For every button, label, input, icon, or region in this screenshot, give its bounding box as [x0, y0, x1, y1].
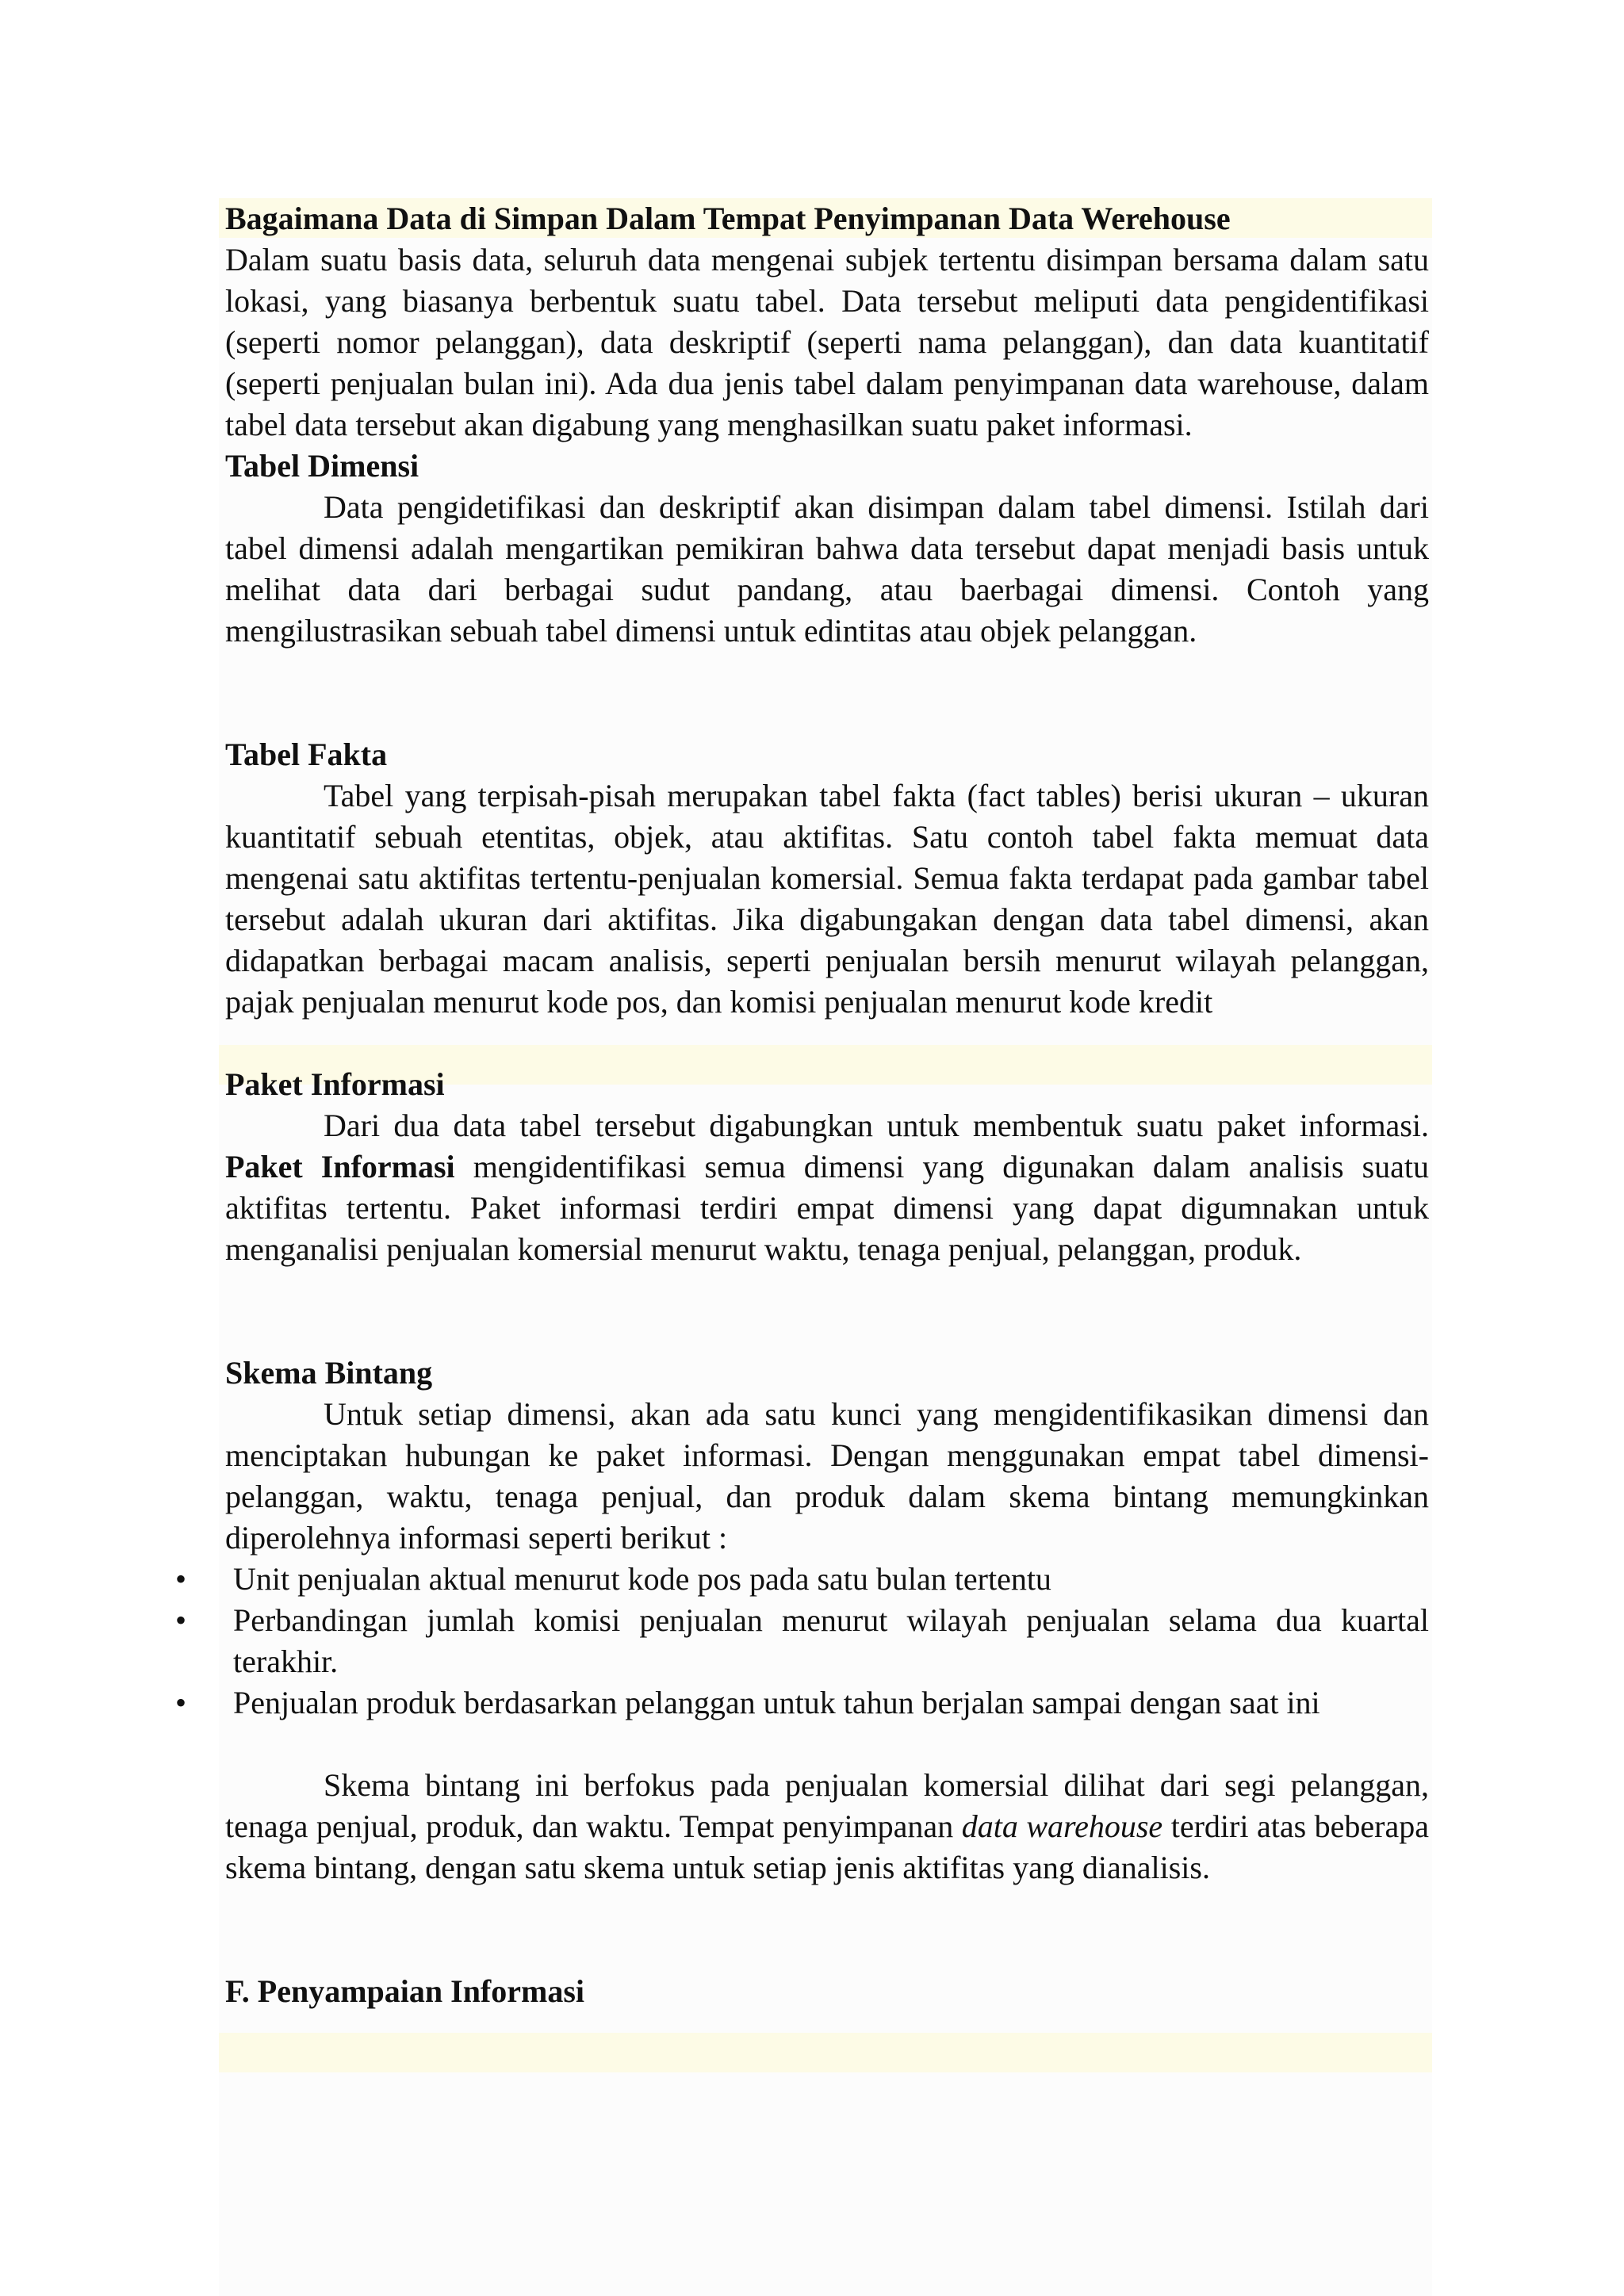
paragraph-penyimpanan: Dalam suatu basis data, seluruh data mengenai subjek tertentu disimpan bersama dalam satu lokasi, yang biasanya berbentuk suatu tabel. Data tersebut meliputi data pengidentifikasi (seperti nomor pelanggan), data deskriptif (seperti nama pelanggan), dan data kuantitatif (seperti penjualan bulan ini). Ada dua jenis tabel dalam penyimpanan data warehouse, dalam tabel data tersebut akan digabung yang menghasilkan suatu paket informasi. — [225, 242, 1429, 442]
paragraph-skema-bintang-closing — [225, 1765, 1429, 1888]
paket-informasi-bold-term: Paket Informasi — [225, 1149, 455, 1184]
paragraph-skema-bintang: Untuk setiap dimensi, akan ada satu kunci yang mengidentifikasikan dimensi dan menciptakan hubungan ke paket informasi. Dengan menggunakan empat tabel dimensi-pelanggan, waktu, tenaga penjual, dan produk dalam skema bintang memungkinkan diperolehnya informasi seperti berikut : — [225, 1396, 1429, 1556]
bullet-icon: • — [174, 1685, 186, 1720]
document-body — [174, 198, 1430, 2012]
closing-text-2: terdiri atas beberapa skema bintang, dengan satu skema untuk setiap jenis aktifitas yang dianalisis. — [225, 1808, 1430, 1885]
bullet-list — [174, 1559, 1429, 1724]
closing-italic-term: data warehouse — [961, 1808, 1163, 1844]
list-item-text: Penjualan produk berdasarkan pelanggan untuk tahun berjalan sampai dengan saat ini — [233, 1685, 1320, 1720]
section-heading-tabel-fakta: Tabel Fakta — [225, 737, 388, 772]
spacer — [225, 652, 1429, 734]
list-item — [174, 1682, 1429, 1724]
paragraph-tabel-dimensi: Data pengidetifikasi dan deskriptif akan disimpan dalam tabel dimensi. Istilah dari tabel dimensi adalah mengartikan pemikiran bahwa data tersebut dapat menjadi basis untuk melihat data dari berbagai sudut pandang, atau baerbagai dimensi. Contoh yang mengilustrasikan sebuah tabel dimensi untuk edintitas atau objek pelanggan. — [225, 489, 1429, 649]
highlight-band-section-f — [219, 2033, 1432, 2072]
paket-informasi-text-1: Dari dua data tabel tersebut digabungkan untuk membentuk suatu paket informasi. — [324, 1108, 1429, 1143]
spacer — [225, 1023, 1429, 1064]
spacer — [225, 1724, 1429, 1765]
list-item-text: Perbandingan jumlah komisi penjualan menurut wilayah penjualan selama dua kuartal terakhir. — [233, 1602, 1429, 1679]
section-heading-penyimpanan: Bagaimana Data di Simpan Dalam Tempat Penyimpanan Data Werehouse — [225, 201, 1231, 236]
section-heading-paket-informasi: Paket Informasi — [225, 1066, 445, 1102]
section-heading-tabel-dimensi: Tabel Dimensi — [225, 448, 419, 484]
spacer — [225, 1270, 1429, 1353]
spacer — [225, 1888, 1429, 1971]
list-item-text: Unit penjualan aktual menurut kode pos pada satu bulan tertentu — [233, 1561, 1051, 1597]
bullet-icon: • — [174, 1561, 186, 1597]
section-heading-penyampaian-informasi: F. Penyampaian Informasi — [225, 1973, 585, 2009]
bullet-icon: • — [174, 1602, 186, 1638]
closing-text-1: Skema bintang ini berfokus pada penjualan komersial dilihat dari segi pelanggan, tenaga penjual, produk, dan waktu. Tempat penyimpanan — [225, 1767, 1429, 1844]
section-heading-skema-bintang: Skema Bintang — [225, 1355, 433, 1391]
list-item — [174, 1600, 1429, 1682]
list-item — [174, 1559, 1429, 1600]
paragraph-paket-informasi — [225, 1105, 1429, 1270]
paragraph-tabel-fakta: Tabel yang terpisah-pisah merupakan tabel fakta (fact tables) berisi ukuran – ukuran kuantitatif sebuah etentitas, objek, atau aktifitas. Satu contoh tabel fakta memuat data mengenai satu aktifitas tertentu-penjualan komersial. Semua fakta terdapat pada gambar tabel tersebut adalah ukuran dari aktifitas. Jika digabungakan dengan data tabel dimensi, akan didapatkan berbagai macam analisis, seperti penjualan bersih menurut wilayah pelanggan, pajak penjualan menurut kode pos, dan komisi penjualan menurut kode kredit — [225, 778, 1429, 1020]
paket-informasi-text-2: mengidentifikasi semua dimensi yang digunakan dalam analisis suatu aktifitas tertentu. Paket informasi terdiri empat dimensi yang dapat digumnakan untuk menganalisi penjualan komersial menurut waktu, tenaga penjual, pelanggan, produk. — [225, 1149, 1430, 1267]
